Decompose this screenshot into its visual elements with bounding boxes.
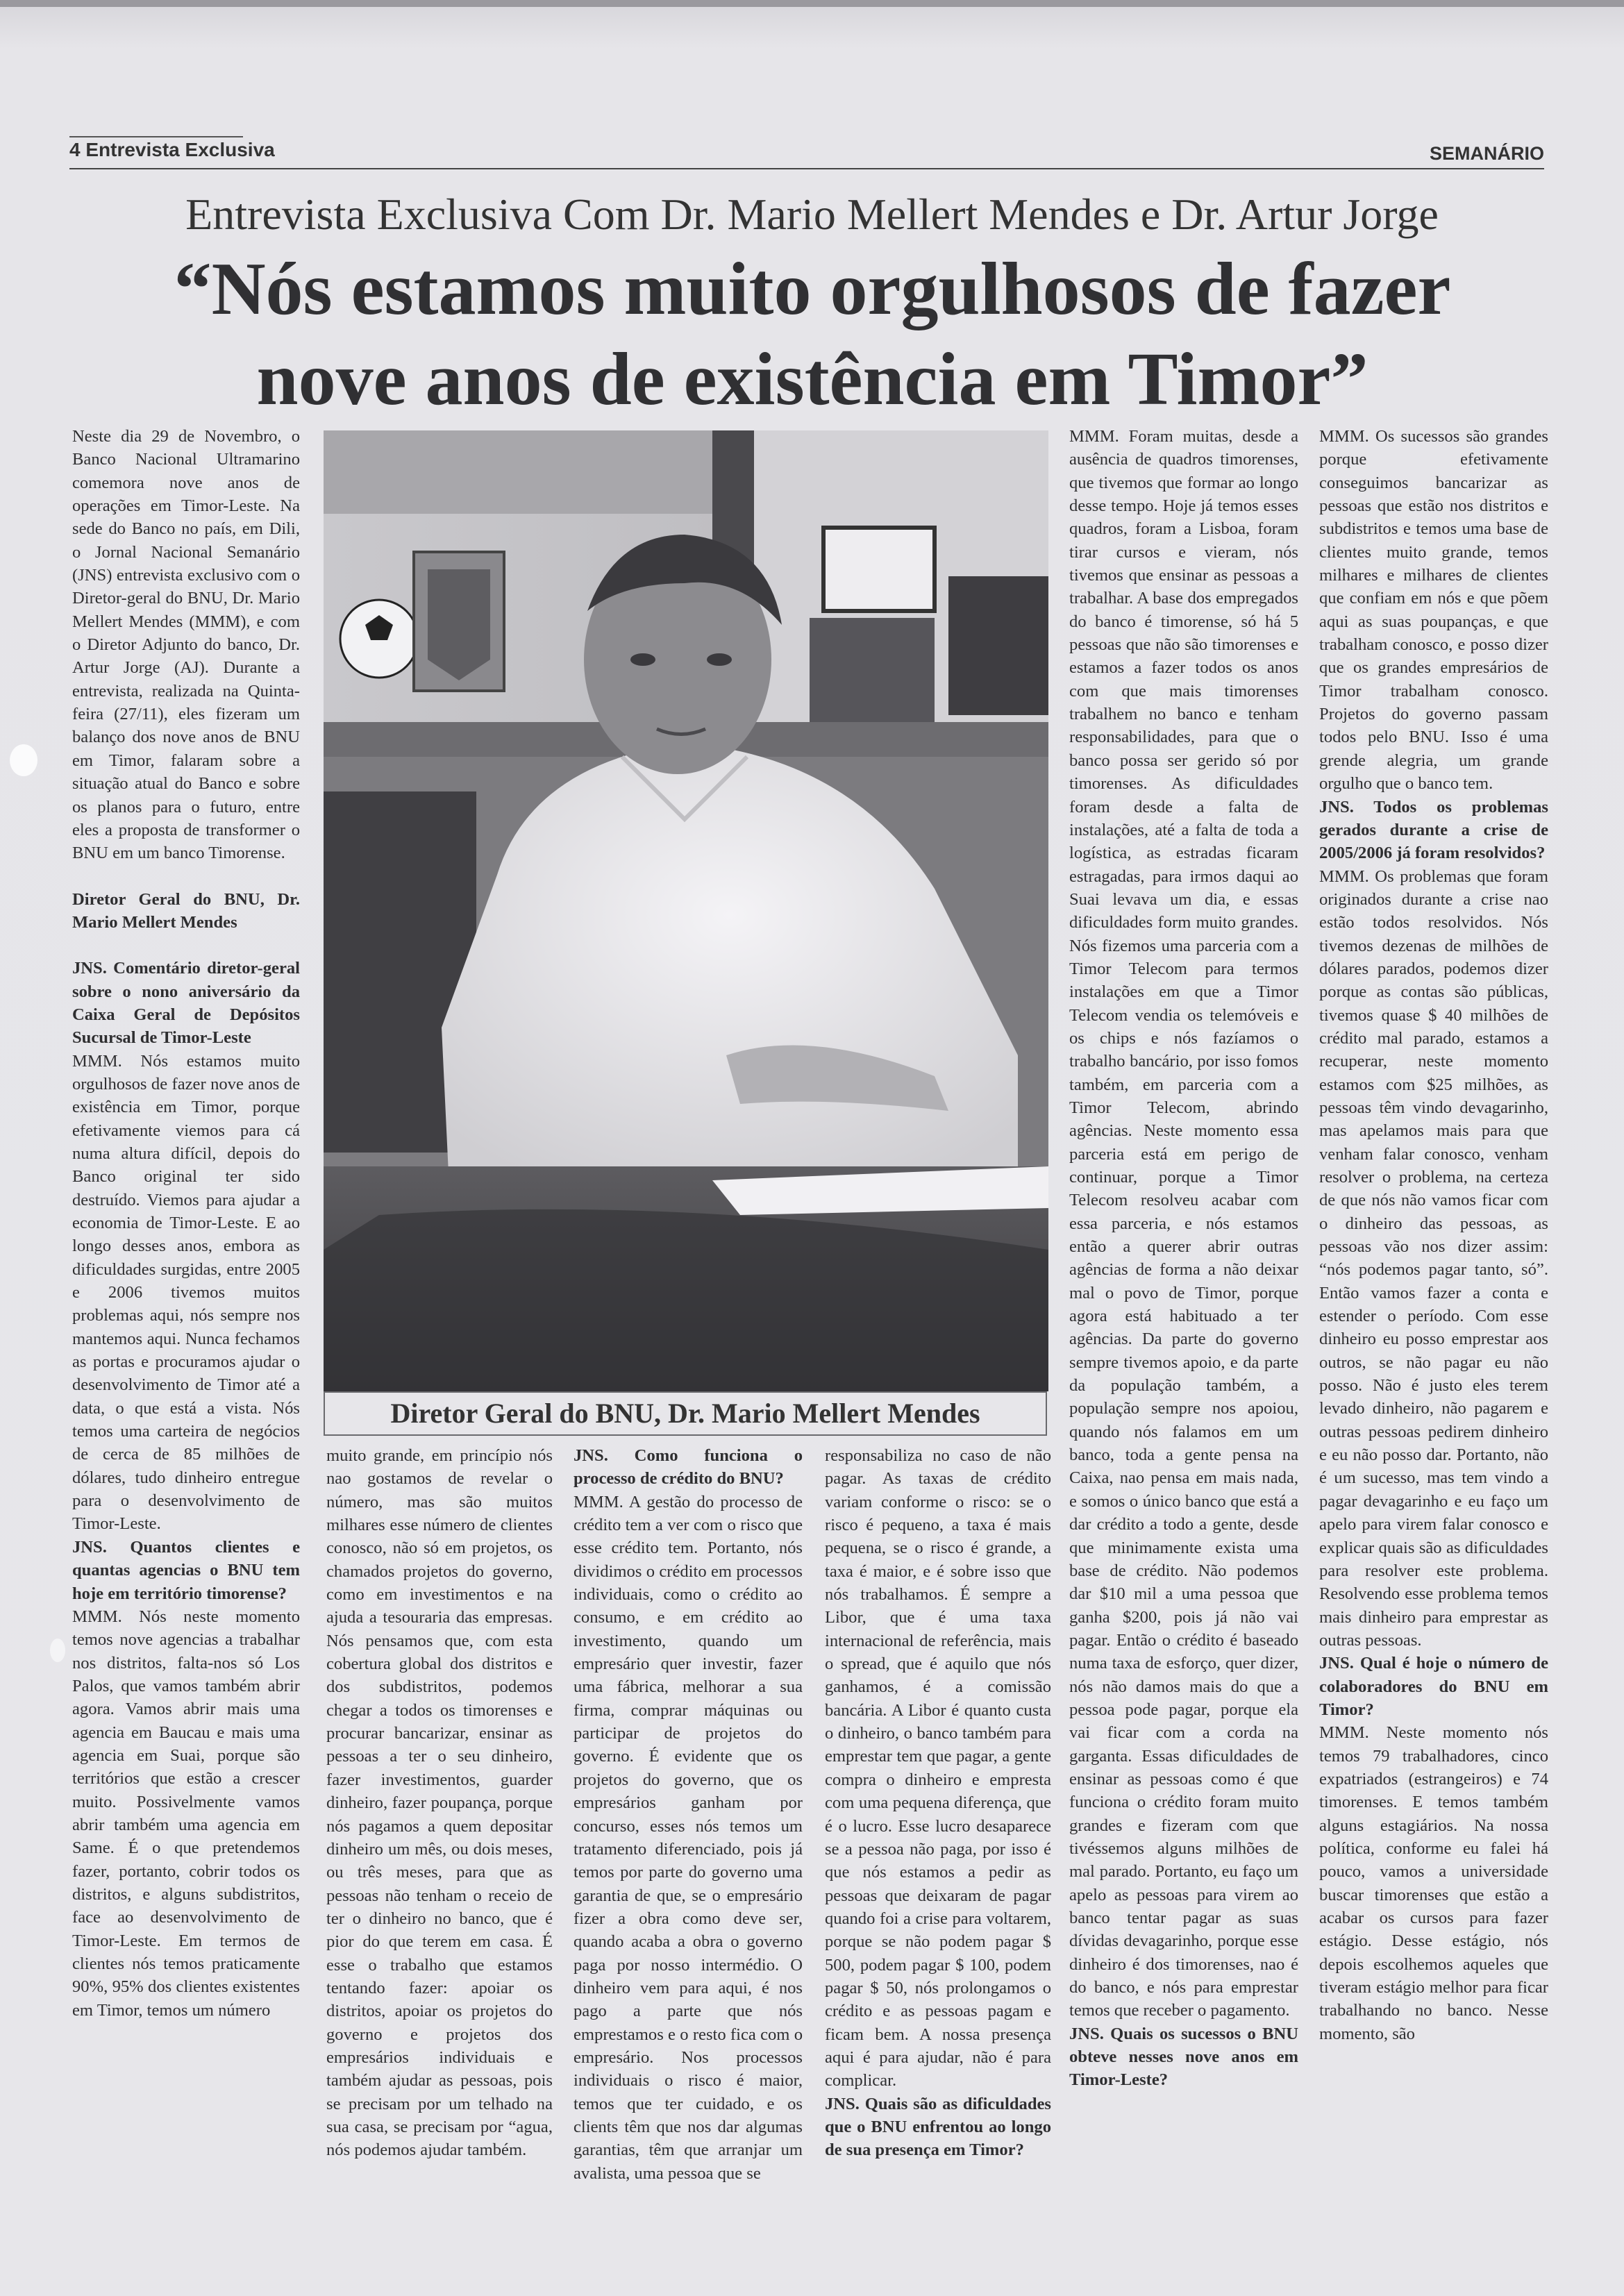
answer: MMM. Foram muitas, desde a ausência de quadros timorenses, que tivemos que formar ao longo desse tempo. Hoje já temos esses quadros, foram a Lisboa, foram tirar cursos e vieram, nós tivemos que ensinar as pessoas a trabalhar. A base dos empregados do banco é timorense, só há 5 pessoas que não são timorenses e estamos a fazer todos os anos com que mais timorenses trabalhem no banco e tenham responsabilidades, para que o banco possa ser gerido só por timorenses. As dificuldades foram desde a falta de instalações, até a falta de toda a logística, as estradas ficaram estragadas, para irmos daqui ao Suai levava um dia, e essas dificuldades form muito grandes. Nós fizemos uma parceria com a Timor Telecom para termos instalações em que a Timor Telecom vendia os telemóveis e os chips e nós fazíamos o trabalho bancário, por isso fomos também, em parceria com a Timor Telecom, abrindo agências. Neste momento essa parceria está em perigo de continuar, porque a Timor Telecom resolveu acabar com essa parceria, e nós estamos então a querer abrir outras agências de forma a não deixar mal o povo de Timor, porque agora está habituado a ter agências. Da parte do governo sempre tivemos apoio, e da parte da população também, a população sempre nos apoiou, quando nós falamos em um banco, toda a gente pensa na Caixa, nao pensa em mais nada, e somos o único banco que está a dar crédito a todo a gente, desde que minimamente exista uma base de crédito. Não podemos dar $10 mil a uma pessoa que ganha $200, pois já não vai pagar. Então o crédito é baseado numa taxa de esforço, quer dizer, nós não damos mais do que a pessoa pode pagar, porque ela vai ficar com a corda na garganta. Essas dificuldades de ensinar as pessoas como é que funciona o crédito foram muito grandes e fizeram com que tivéssemos alguns milhões de mal parado. Portanto, eu faço um apelo as pessoas para virem ao banco tentar pagar as suas dívidas devagarinho, porque esse dinheiro é dos timorenses, nao é do banco, e nós para emprestar temos que receber o pagamento. [1069,427,1298,2020]
answer: MMM. Os problemas que foram originados durante a crise nao estão todos resolvidos. Nós tivemos dezenas de milhões de dólares parados, podemos dizer porque as contas são públicas, tivemos quase $ 40 milhões de crédito mal parado, estamos a recuperar, neste momento estamos com $25 milhões, as pessoas têm vindo devagarinho, mas apelamos mais para que venham falar conosco, venham resolver o problema, na certeza de que nós não vamos ficar com o dinheiro das pessoas, as pessoas vão nos dizer assim: “nós podemos pagar tanto, só”. Então vamos fazer a conta e estender o período. Com esse dinheiro eu posso emprestar aos outros, se não pagar eu não posso. Não é justo eles terem levado dinheiro, não pagarem e outras pessoas pedirem dinheiro e eu não posso dar. Portanto, não é um sucesso, mas tem vindo a pagar devagarinho e eu faço um apelo para virem falar conosco e explicar quais são as dificuldades para resolver este problema. Resolvendo esse problema temos mais dinheiro para emprestar as outras pessoas. [1319,866,1548,1650]
question: JNS. Quais são as dificuldades que o BNU enfrentou ao longo de sua presença em Timor? [825,2094,1051,2160]
paper-stain [50,1639,65,1662]
paper-stain [10,744,37,776]
answer: MMM. A gestão do processo de crédito tem a ver com o risco que esse crédito tem. Portanto, nós dividimos o crédito em processos individuais, como o crédito ao consumo, e em crédito ao investimento, quando um empresário quer investir, fazer uma fábrica, melhorar a sua firma, comprar máquinas ou participar de projetos do governo. É evidente que os projetos do governo, que os empresários ganham por concurso, esses nós temos um tratamento diferenciado, pois já temos por parte do governo uma garantia de que, se o empresário fizer a obra como deve ser, quando acaba a obra o governo paga por nosso intermédio. O dinheiro vem para aqui, é nos pago a parte que nós emprestamos e o resto fica com o empresário. Nos processos individuais o risco é maior, temos que ter cuidado, e os clients têm que nos dar algumas garantias, têm que arranjar um avalista, uma pessoa que se [574,1492,803,2183]
question: JNS. Comentário diretor-geral sobre o nono aniversário da Caixa Geral de Depósitos Sucursal de Timor-Leste [72,959,300,1048]
question: JNS. Quantos clientes e quantas agencias o BNU tem hoje em território timorense? [72,1537,300,1603]
publication-name: SEMANÁRIO [1429,143,1544,164]
answer: muito grande, em princípio nós nao gostamos de revelar o número, mas são muitos milhares esse número de clientes conosco, não só em projetos, os chamados projetos do governo, como em investimentos e na ajuda a tesouraria das empresas. Nós pensamos que, com esta cobertura global dos distritos e dos subdistritos, podemos chegar a todos os timorenses e procurar bancarizar, ensinar as pessoas a ter o seu dinheiro, fazer investimentos, guarder dinheiro, fazer poupança, porque nós pagamos a quem depositar dinheiro um mês, ou dois meses, ou três meses, para que as pessoas não tenham o receio de ter o dinheiro no banco, que é pior do que terem em casa. É esse o trabalho que estamos tentando fazer: apoiar os distritos, apoiar os projetos do governo e projetos dos empresários individuais e também ajudar as pessoas, pois se precisam por um telhado na sua casa, se precisam por “agua, nós podemos ajudar também. [326,1446,553,2160]
header-accent-rule [69,136,243,137]
answer: MMM. Os sucessos são grandes porque efetivamente conseguimos bancarizar as pessoas que estão nos distritos e subdistritos e temos uma base de clientes muito grande, temos milhares e milhares de clientes que confiam em nós e que põem aqui as suas poupanças, e que trabalham conosco, e posso dizer que os grandes empresários de Timor trabalham conosco. Projetos do governo passam todos pelo BNU. Isso é uma grende alegria, um grande orgulho que o banco tem. [1319,427,1548,794]
question: JNS. Todos os problemas gerados durante a crise de 2005/2006 já foram resolvidos? [1319,797,1548,863]
article-column-6 [1319,425,1548,2237]
header-rule [69,168,1544,169]
answer: responsabiliza no caso de não pagar. As taxas de crédito variam conforme o risco: se o risco é pequeno, a taxa é mais pequena, se o risco é grande, a taxa é maior, e é sobre isso que nós trabalhamos. É sempre a Libor, que é uma taxa internacional de referência, mais o spread, que é aquilo que nós ganhamos, é a comissão bancária. A Libor é quanto custa o dinheiro, o banco também para emprestar tem que pagar, a gente compra o dinheiro e empresta com uma pequena diferença, que é o lucro. Esse lucro desaparece se a pessoa não paga, por isso é que nós estamos a pedir as pessoas que deixaram de pagar quando foi a crise para voltarem, porque se não podem pagar $ 500, podem pagar $ 100, podem pagar $ 50, nós prolongamos o crédito e as pessoas pagam e ficam bem. A nossa presença aqui é para ajudar, não é para complicar. [825,1446,1051,2090]
scan-top-edge [0,0,1624,7]
headline-line-2: nove anos de existência em Timor” [256,338,1368,421]
photo-caption: Diretor Geral do BNU, Dr. Mario Mellert Mendes [324,1391,1047,1436]
question: JNS. Qual é hoje o número de colaboradores do BNU em Timor? [1319,1654,1548,1719]
article-column-3 [574,1444,803,2236]
answer: MMM. Nós estamos muito orgulhosos de fazer nove anos de existência em Timor, porque efetivamente viemos para cá numa altura difícil, depois do Banco original ter sido destruído. Viemos para ajudar a economia de Timor-Leste. E ao longo desses anos, embora as dificuldades surgidas, entre 2005 e 2006 tivemos muitos problemas aqui, nós sempre nos mantemos aqui. Nunca fechamos as portas e procuramos ajudar o desenvolvimento de Timor até a data, o que está a vista. Nós temos uma carteira de negócios de cerca de 85 milhões de dólares, tudo dinheiro entregue para o desenvolvimento de Timor-Leste. [72,1051,300,1534]
article-headline [42,244,1583,425]
question: JNS. Quais os sucessos o BNU obteve nesses nove anos em Timor-Leste? [1069,2024,1298,2090]
question: JNS. Como funciona o processo de crédito do BNU? [574,1446,803,1489]
article-column-2 [326,1444,553,2236]
article-kicker: Entrevista Exclusiva Com Dr. Mario Mellert Mendes e Dr. Artur Jorge [185,190,1439,239]
headline-line-1: “Nós estamos muito orgulhosos de fazer [174,248,1451,330]
interview-photo [324,430,1048,1391]
article-intro: Neste dia 29 de Novembro, o Banco Nacional Ultramarino comemora nove anos de operações em Timor-Leste. Na sede do Banco no país, em Dili, o Jornal Nacional Semanário (JNS) entrevista exclusivo com o Diretor-geral do BNU, Dr. Mario Mellert Mendes (MMM), e com o Diretor Adjunto do banco, Dr. Artur Jorge (AJ). Durante a entrevista, realizada na Quinta-feira (27/11), eles fizeram um balanço dos nove anos de BNU em Timor, falaram sobre a situação atual do Banco e sobre os planos para o futuro, entre eles a proposta de transformer o BNU em um banco Timorense. [72,427,300,863]
article-column-4 [825,1444,1051,2236]
article-column-1 [72,425,300,2237]
article-column-5 [1069,425,1298,2237]
portrait-photo-illustration [324,430,1048,1391]
answer: MMM. Neste momento nós temos 79 trabalhadores, cinco expatriados (estrangeiros) e 74 timorenses. E temos também alguns estagiários. Na nossa política, conforme eu falei há pouco, vamos a universidade buscar timorenses que estão a acabar os cursos para fazer estágio. Desse estágio, nós depois escolhemos aqueles que tiveram estágio melhor para ficar trabalhando no banco. Nesse momento, são [1319,1723,1548,2043]
section-label: 4 Entrevista Exclusiva [69,139,275,160]
subhead: Diretor Geral do BNU, Dr. Mario Mellert Mendes [72,889,300,932]
answer: MMM. Nós neste momento temos nove agencias a trabalhar nos distritos, falta-nos só Los Palos, que vamos também abrir agora. Vamos abrir mais uma agencia em Baucau e mais uma agencia em Suai, porque são territórios que estão a crescer muito. Possivelmente vamos abrir também uma agencia em Same. É o que pretendemos fazer, portanto, cobrir todos os distritos, e alguns subdistritos, face ao desenvolvimento de Timor-Leste. Em termos de clientes nós temos praticamente 90%, 95% dos clientes existentes em Timor, temos um número [72,1607,300,2020]
